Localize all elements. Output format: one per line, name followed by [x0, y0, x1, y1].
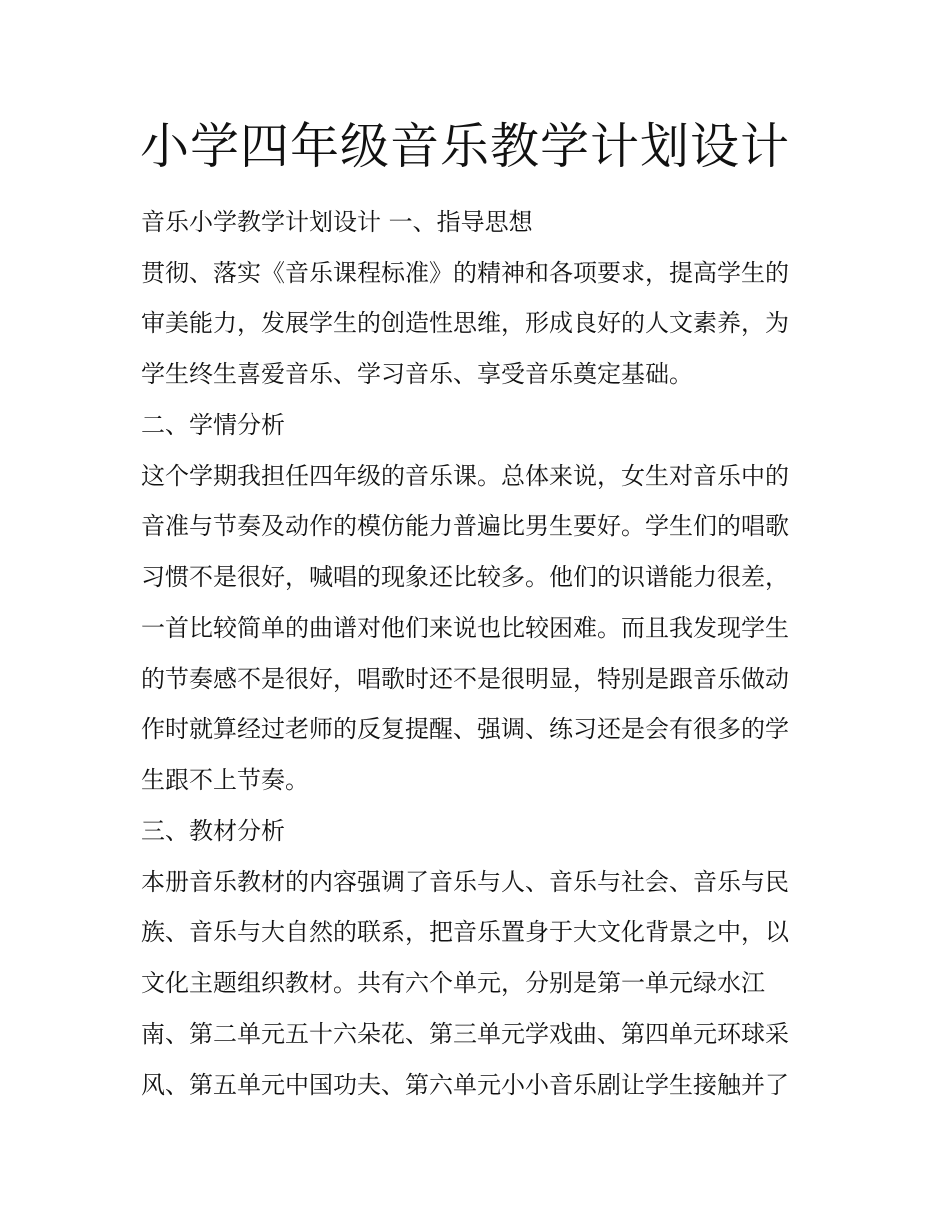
paragraph-line: 作时就算经过老师的反复提醒、强调、练习还是会有很多的学 — [141, 715, 789, 743]
paragraph-line: 南、第二单元五十六朵花、第三单元学戏曲、第四单元环球采 — [141, 1020, 789, 1048]
paragraph-line: 一首比较简单的曲谱对他们来说也比较困难。而且我发现学生 — [141, 614, 789, 642]
section-heading: 三、教材分析 — [141, 817, 285, 845]
paragraph-line: 这个学期我担任四年级的音乐课。总体来说，女生对音乐中的 — [141, 462, 789, 490]
paragraph-line: 学生终生喜爱音乐、学习音乐、享受音乐奠定基础。 — [141, 360, 693, 388]
paragraph-line: 贯彻、落实《音乐课程标准》的精神和各项要求，提高学生的 — [141, 259, 789, 287]
section-heading: 音乐小学教学计划设计 一、指导思想 — [141, 208, 533, 236]
paragraph-line: 文化主题组织教材。共有六个单元，分别是第一单元绿水江 — [141, 969, 765, 997]
paragraph-line: 音准与节奏及动作的模仿能力普遍比男生要好。学生们的唱歌 — [141, 512, 789, 540]
paragraph-line: 审美能力，发展学生的创造性思维，形成良好的人文素养，为 — [141, 309, 789, 337]
paragraph-line: 本册音乐教材的内容强调了音乐与人、音乐与社会、音乐与民 — [141, 868, 789, 896]
paragraph-line: 风、第五单元中国功夫、第六单元小小音乐剧让学生接触并了 — [141, 1071, 789, 1099]
paragraph-line: 的节奏感不是很好，唱歌时还不是很明显，特别是跟音乐做动 — [141, 665, 789, 693]
document-title: 小学四年级音乐教学计划设计 — [140, 118, 791, 175]
paragraph-line: 族、音乐与大自然的联系，把音乐置身于大文化背景之中，以 — [141, 918, 789, 946]
section-heading: 二、学情分析 — [141, 411, 285, 439]
paragraph-line: 生跟不上节奏。 — [141, 766, 309, 794]
paragraph-line: 习惯不是很好，喊唱的现象还比较多。他们的识谱能力很差， — [141, 563, 789, 591]
